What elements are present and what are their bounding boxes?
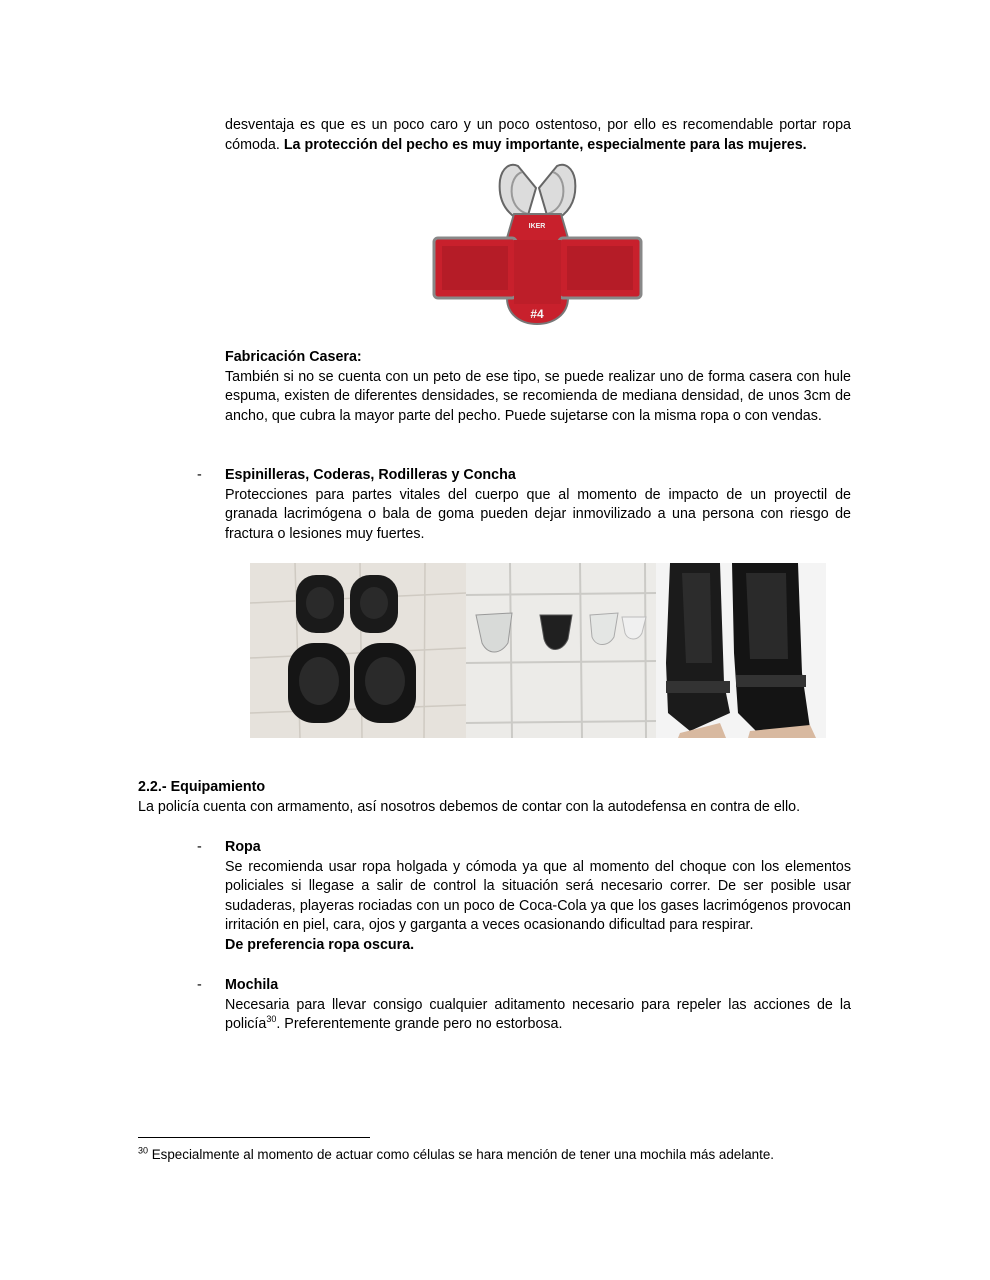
ropa-section — [225, 838, 851, 956]
protection-gear-photos — [250, 563, 826, 738]
fabricacion-body: También si no se cuenta con un peto de ese tipo, se puede realizar uno de forma casera con hule espuma, existen de diferentes densidades, se recomienda de mediana densidad, de unos 3cm de ancho, que cubra la mayor parte del pecho. Puede sujetarse con la misma ropa o con vendas. — [225, 368, 851, 424]
mochila-body — [225, 996, 851, 1035]
intro-line-1: desventaja es que es un poco caro y un poco ostentoso, por ello es recomendable portar ropa — [225, 117, 851, 133]
intro-paragraph — [225, 116, 851, 155]
section-heading: 2.2.- Equipamiento — [138, 779, 266, 795]
footnote-ref-30[interactable]: 30 — [266, 1014, 277, 1025]
protecciones-section — [225, 466, 851, 544]
chest-guard-image — [430, 158, 645, 330]
intro-line-2-plain: cómoda. — [225, 136, 284, 153]
equipamiento-section — [138, 778, 851, 817]
footnote-text: Especialmente al momento de actuar como células se hara mención de tener una mochila más adelante. — [148, 1147, 775, 1162]
ropa-bullet: - — [197, 839, 202, 855]
footnote-separator — [138, 1137, 370, 1138]
mochila-body-a: Necesaria para llevar consigo cualquier aditamento necesario para repeler las acciones de la policía — [225, 996, 851, 1033]
fabricacion-section — [225, 348, 851, 426]
footnote-30 — [138, 1146, 898, 1164]
knee-pads-photo — [250, 563, 466, 738]
mochila-bullet: - — [197, 977, 202, 993]
groin-cups-photo — [466, 563, 656, 738]
section-intro: La policía cuenta con armamento, así nosotros debemos de contar con la autodefensa en contra de ello. — [138, 798, 801, 815]
ropa-bold-recommendation: De preferencia ropa oscura. — [225, 936, 415, 953]
intro-bold-statement: La protección del pecho es muy importante, especialmente para las mujeres. — [283, 136, 807, 153]
mochila-section — [225, 976, 851, 1035]
footnote-number: 30 — [138, 1145, 149, 1156]
shin-guards-photo — [656, 563, 826, 738]
guard-brand-label: IKER — [528, 223, 546, 230]
mochila-body-b: . Preferentemente grande pero no estorbosa. — [276, 1016, 563, 1033]
protecciones-body: Protecciones para partes vitales del cuerpo que al momento de impacto de un proyectil de granada lacrimógena o bala de goma pueden dejar inmovilizado a una persona con riesgo de fractura o lesiones muy fuertes. — [225, 486, 851, 542]
fabricacion-heading: Fabricación Casera: — [225, 349, 362, 365]
ropa-body: Se recomienda usar ropa holgada y cómoda ya que al momento del choque con los elementos policiales si llegase a salir de control la situación será necesario correr. De ser posible usar sudaderas, playeras rociadas con un poco de Coca-Cola ya que los gases lacrimógenos provocan irritación en piel, cara, ojos y garganta a veces ocasionando dificultad para respirar. — [225, 858, 851, 934]
protecciones-heading: Espinilleras, Coderas, Rodilleras y Concha — [225, 467, 516, 483]
intro-line-2 — [225, 136, 851, 156]
ropa-heading: Ropa — [225, 839, 261, 855]
guard-number-label: #4 — [530, 307, 544, 321]
protecciones-bullet: - — [197, 467, 202, 483]
mochila-heading: Mochila — [225, 977, 279, 993]
